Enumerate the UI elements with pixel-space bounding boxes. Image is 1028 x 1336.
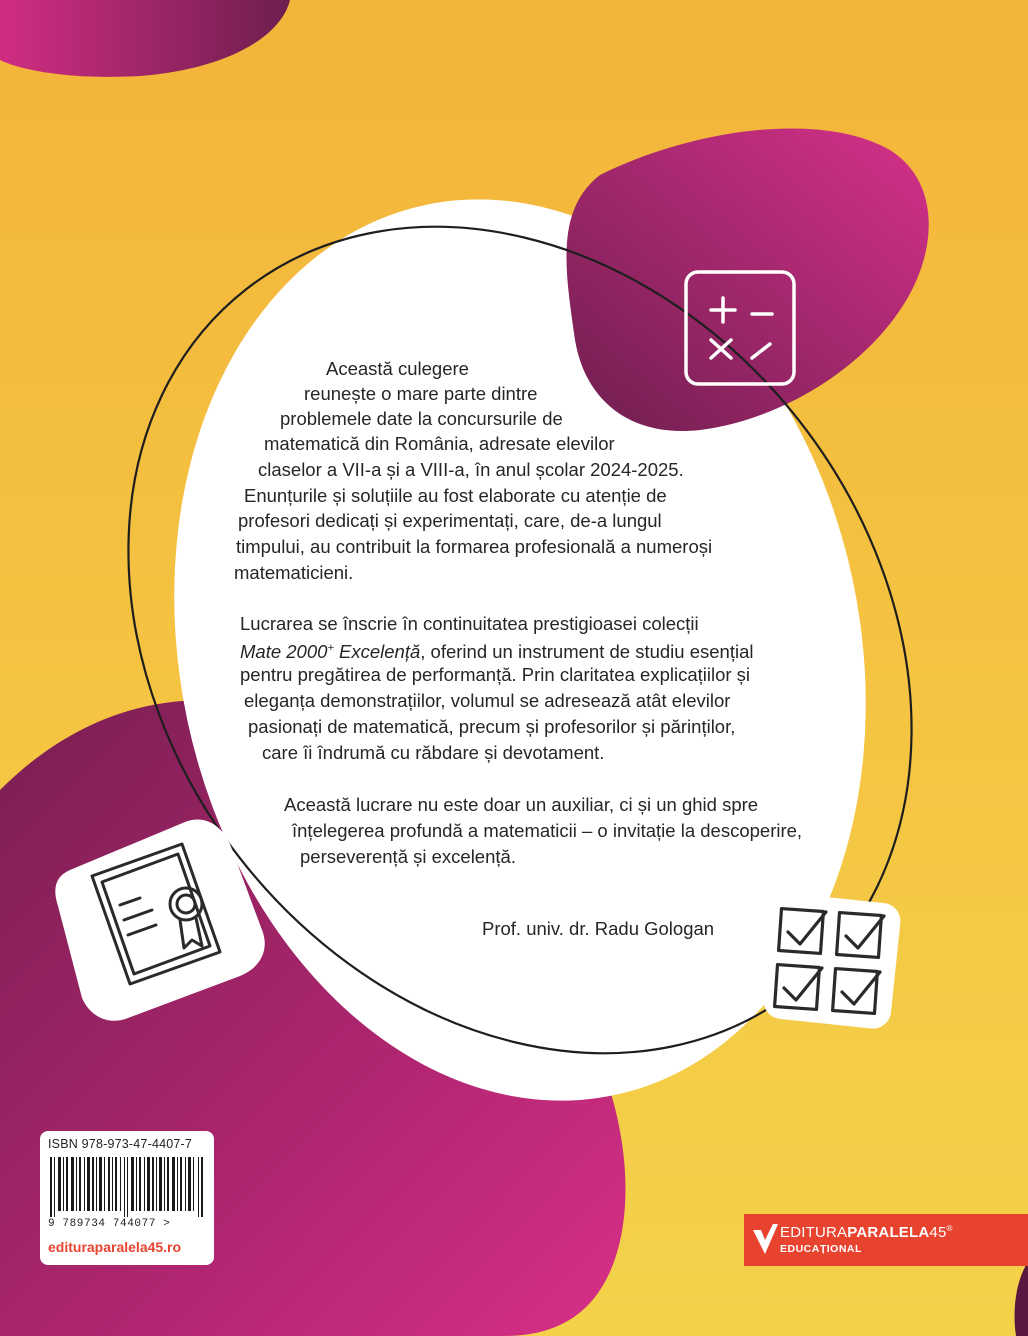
chevron-logo-icon: [750, 1224, 780, 1258]
isbn-block: [40, 1131, 214, 1265]
barcode-digits: 9 789734 744077 >: [48, 1218, 171, 1230]
text-segment: , oferind un instrument de studiu esențial: [420, 641, 754, 663]
text-line: eleganța demonstrațiilor, volumul se adresează atât elevilor: [244, 690, 731, 711]
publisher-name-num: 45: [929, 1224, 947, 1241]
top-left-blob: [0, 0, 290, 77]
isbn-number: ISBN 978-973-47-4407-7: [48, 1137, 193, 1151]
author-signature: Prof. univ. dr. Radu Gologan: [482, 918, 715, 939]
text-line: pasionați de matematică, precum și profesorilor și părinților,: [248, 716, 736, 737]
text-line: profesori dedicați și experimentați, care, de-a lungul: [238, 510, 662, 531]
publisher-name-light: EDITURA: [780, 1224, 848, 1241]
publisher-registered: ®: [946, 1224, 953, 1233]
text-line: claselor a VII-a și a VIII-a, în anul școlar 2024-2025.: [258, 459, 684, 480]
text-line: pentru pregătirea de performanță. Prin claritatea explicațiilor și: [240, 664, 751, 685]
text-line: timpului, au contribuit la formarea profesională a numeroși: [236, 536, 713, 557]
text-line: Această lucrare nu este doar un auxiliar, ci și un ghid spre: [284, 794, 759, 815]
publisher-name: [780, 1224, 953, 1241]
text-line: Enunțurile și soluțiile au fost elaborate cu atenție de: [244, 485, 667, 506]
text-line: matematicieni.: [234, 562, 354, 583]
publisher-name-bold: PARALELA: [847, 1224, 930, 1241]
text-line: înțelegerea profundă a matematicii – o invitație la descoperire,: [292, 820, 803, 841]
text-line: Lucrarea se înscrie în continuitatea prestigioasei colecții: [240, 613, 699, 634]
text-line: matematică din România, adresate elevilor: [264, 433, 615, 454]
text-line: care îi îndrumă cu răbdare și devotament.: [262, 742, 605, 763]
text-line: perseverență și excelență.: [300, 846, 516, 867]
text-line: Această culegere: [326, 358, 469, 379]
publisher-logo: [744, 1214, 1028, 1266]
publisher-website[interactable]: edituraparalela45.ro: [48, 1239, 182, 1255]
collection-name-b: Excelență: [333, 641, 421, 663]
checklist-icon: [762, 892, 902, 1031]
right-edge-blob: [1015, 1262, 1028, 1336]
publisher-subtitle: EDUCAȚIONAL: [780, 1243, 862, 1255]
barcode: [48, 1157, 206, 1217]
collection-name: Mate 2000: [240, 641, 328, 663]
text-line-mixed: [240, 636, 753, 665]
collection-plus: +: [327, 642, 334, 654]
text-line: reunește o mare parte dintre: [304, 383, 538, 404]
text-line: problemele date la concursurile de: [280, 408, 563, 429]
